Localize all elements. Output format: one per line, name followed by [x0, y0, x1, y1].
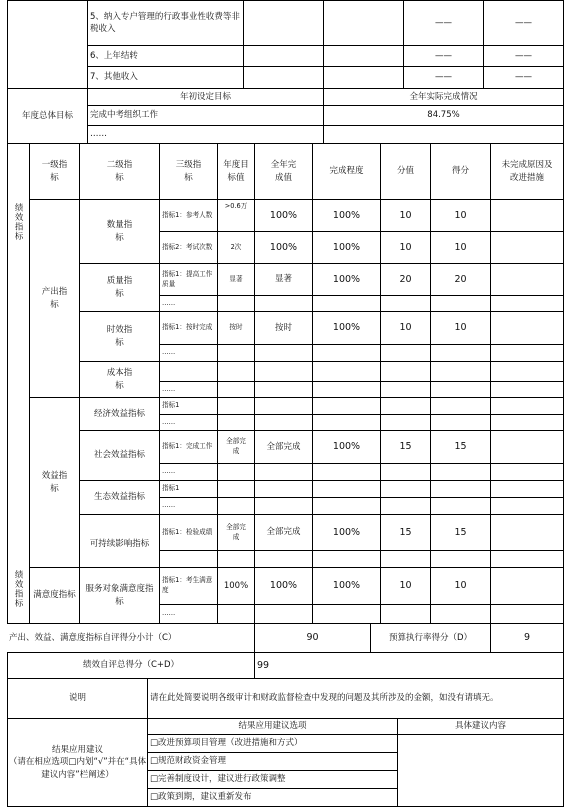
satisfaction-row-actual: 100% — [254, 567, 312, 604]
social-row-degree: 100% — [312, 430, 380, 463]
income-cell — [243, 0, 323, 45]
suggest-option-4[interactable]: □政策到期，建议重新发布 — [147, 788, 397, 806]
quantity-indicator-label: 数量指标 — [79, 199, 159, 263]
econ-indicator-label: 经济效益指标 — [79, 397, 159, 430]
sustain-row-degree: 100% — [312, 514, 380, 550]
econ-ellipsis: …… — [159, 414, 217, 430]
actual-result-value: 84.75% — [323, 105, 563, 125]
social-indicator-label: 社会效益指标 — [79, 430, 159, 480]
satisfaction-sub-label: 服务对象满意度指标 — [79, 567, 159, 623]
actual-result-header: 全年实际完成情况 — [323, 88, 563, 105]
output-indicator-label: 产出指标 — [29, 199, 79, 397]
income-row-5-mark-a: —— — [403, 0, 483, 45]
social-row-score: 15 — [380, 430, 430, 463]
quality-row-target: 显著 — [217, 263, 254, 295]
quantity-row-1-got: 10 — [430, 199, 490, 231]
header-level2: 二级指标 — [79, 143, 159, 199]
header-degree: 完成程度 — [312, 143, 380, 199]
income-cell — [323, 0, 403, 45]
time-ellipsis: …… — [159, 344, 217, 361]
quantity-row-1-degree: 100% — [312, 199, 380, 231]
time-row-degree: 100% — [312, 311, 380, 344]
subtotal-label: 产出、效益、满意度指标自评得分小计（C） — [7, 623, 254, 652]
quantity-row-2-target: 2次 — [217, 231, 254, 263]
sustain-row-name: 指标1：检验成绩 — [159, 514, 217, 550]
satisfaction-ellipsis: …… — [159, 604, 217, 623]
suggest-label — [7, 718, 147, 806]
total-label: 绩效自评总得分（C+D） — [7, 652, 254, 678]
total-value: 99 — [254, 652, 563, 678]
goal-ellipsis: …… — [87, 125, 323, 143]
income-cell — [243, 66, 323, 88]
reason-cell — [490, 311, 563, 344]
suggest-content-header: 具体建议内容 — [397, 718, 563, 734]
social-row-actual: 全部完成 — [254, 430, 312, 463]
quality-indicator-label: 质量指标 — [79, 263, 159, 311]
sustain-row-score: 15 — [380, 514, 430, 550]
suggest-options-header: 结果应用建议选项 — [147, 718, 397, 734]
quantity-row-1-name: 指标1：参考人数 — [159, 199, 217, 231]
quantity-row-1-target: >0.6万 — [217, 199, 254, 231]
sustain-row-target: 全部完成 — [217, 514, 254, 550]
satisfaction-row-got: 10 — [430, 567, 490, 604]
initial-goal-value: 完成中考组织工作 — [87, 105, 323, 125]
time-row-name: 指标1：按时完成 — [159, 311, 217, 344]
eco-row-name: 指标1 — [159, 480, 217, 497]
income-cell — [323, 45, 403, 66]
quantity-row-2-name: 指标2：考试次数 — [159, 231, 217, 263]
social-row-got: 15 — [430, 430, 490, 463]
quantity-row-2-got: 10 — [430, 231, 490, 263]
income-row-7-label: 7、其他收入 — [87, 66, 243, 88]
satisfaction-row-degree: 100% — [312, 567, 380, 604]
social-row-target: 全部完成 — [217, 430, 254, 463]
header-target: 年度目标值 — [217, 143, 254, 199]
initial-goal-header: 年初设定目标 — [87, 88, 323, 105]
sustain-indicator-label: 可持续影响指标 — [79, 514, 159, 567]
time-indicator-label: 时效指标 — [79, 311, 159, 361]
time-row-target: 按时 — [217, 311, 254, 344]
eco-indicator-label: 生态效益指标 — [79, 480, 159, 514]
quantity-row-2-degree: 100% — [312, 231, 380, 263]
income-row-5-label: 5、纳入专户管理的行政事业性收费等非税收入 — [87, 0, 243, 45]
suggest-option-3[interactable]: □完善制度设计，建议进行政策调整 — [147, 770, 397, 788]
time-row-score: 10 — [380, 311, 430, 344]
cost-ellipsis: …… — [159, 381, 217, 397]
income-side-cell — [7, 0, 87, 88]
income-row-6-mark-a: —— — [403, 45, 483, 66]
income-row-6-mark-b: —— — [483, 45, 563, 66]
header-score: 分值 — [380, 143, 430, 199]
performance-evaluation-form — [7, 0, 564, 807]
header-level1: 一级指标 — [29, 143, 79, 199]
suggest-option-1[interactable]: □改进预算项目管理（改进措施和方式） — [147, 734, 397, 752]
goal-ellipsis-right — [323, 125, 563, 143]
income-cell — [323, 66, 403, 88]
suggest-content-cell[interactable] — [397, 734, 563, 806]
reason-cell — [490, 231, 563, 263]
quality-row-degree: 100% — [312, 263, 380, 295]
income-row-7-mark-b: —— — [483, 66, 563, 88]
satisfaction-indicator-label: 满意度指标 — [29, 567, 79, 623]
explain-text: 请在此处简要说明各级审计和财政监督检查中发现的问题及其所涉及的金额，如没有请填无。 — [147, 678, 563, 718]
quality-row-name: 指标1：提高工作质量 — [159, 263, 217, 295]
suggest-option-2[interactable]: □规范财政资金管理 — [147, 752, 397, 770]
budget-rate-label: 预算执行率得分（D） — [370, 623, 490, 652]
header-level3: 三级指标 — [159, 143, 217, 199]
quantity-row-2-actual: 100% — [254, 231, 312, 263]
cost-indicator-label: 成本指标 — [79, 361, 159, 397]
sustain-row-actual: 全部完成 — [254, 514, 312, 550]
header-reason: 未完成原因及改进措施 — [490, 143, 563, 199]
econ-row-name: 指标1 — [159, 397, 217, 414]
suggest-title: 结果应用建议 — [51, 745, 103, 756]
quality-row-actual: 显著 — [254, 263, 312, 295]
quality-ellipsis: …… — [159, 295, 217, 311]
perf-side-label-lower: 绩效指标 — [13, 570, 24, 608]
quantity-row-1-actual: 100% — [254, 199, 312, 231]
time-row-got: 10 — [430, 311, 490, 344]
header-got: 得分 — [430, 143, 490, 199]
satisfaction-row-target: 100% — [217, 567, 254, 604]
income-row-5-mark-b: —— — [483, 0, 563, 45]
social-ellipsis: …… — [159, 463, 217, 480]
quantity-row-1-score: 10 — [380, 199, 430, 231]
subtotal-value: 90 — [254, 623, 370, 652]
income-row-7-mark-a: —— — [403, 66, 483, 88]
sustain-row-got: 15 — [430, 514, 490, 550]
satisfaction-row-score: 10 — [380, 567, 430, 604]
reason-cell — [490, 263, 563, 295]
income-row-6-label: 6、上年结转 — [87, 45, 243, 66]
benefit-indicator-label: 效益指标 — [29, 397, 79, 567]
satisfaction-row-name: 指标1：考生满意度 — [159, 567, 217, 604]
perf-side-label-upper: 绩效指标 — [13, 203, 24, 241]
budget-rate-value: 9 — [490, 623, 563, 652]
reason-cell — [490, 199, 563, 231]
explain-label: 说明 — [7, 678, 147, 718]
time-row-actual: 按时 — [254, 311, 312, 344]
social-row-name: 指标1：完成工作 — [159, 430, 217, 463]
header-actual: 全年完成值 — [254, 143, 312, 199]
annual-goal-label: 年度总体目标 — [7, 88, 87, 143]
eco-ellipsis: …… — [159, 497, 217, 514]
quality-row-score: 20 — [380, 263, 430, 295]
suggest-note: （请在相应选项□内划“√”并在“具体建议内容”栏阐述） — [8, 757, 147, 780]
quality-row-got: 20 — [430, 263, 490, 295]
quantity-row-2-score: 10 — [380, 231, 430, 263]
income-cell — [243, 45, 323, 66]
